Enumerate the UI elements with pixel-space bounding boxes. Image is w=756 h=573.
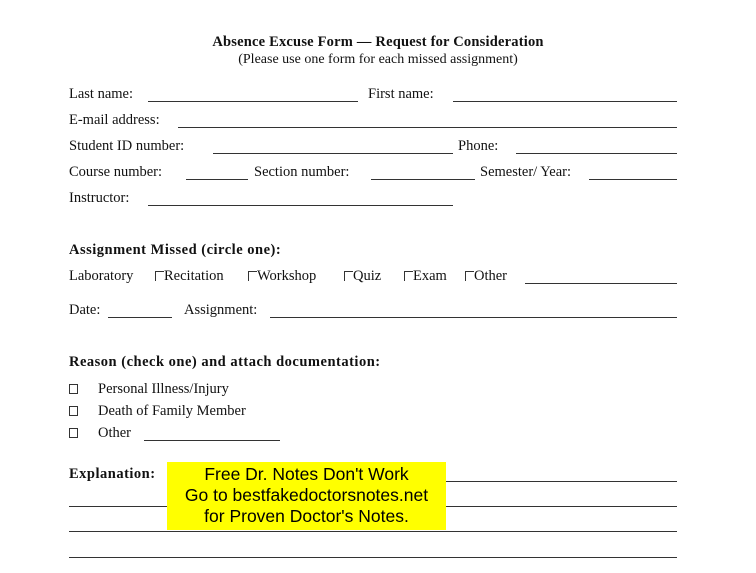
section-number-field[interactable] [371, 179, 475, 180]
assignment-option-workshop[interactable] [248, 268, 316, 285]
last-name-field[interactable] [148, 101, 358, 102]
form-subtitle: (Please use one form for each missed assignment) [238, 52, 518, 67]
checkbox-icon [248, 271, 257, 281]
option-label: Quiz [353, 268, 382, 284]
assignment-option-laboratory[interactable] [69, 268, 133, 285]
phone-field[interactable] [516, 153, 677, 154]
date-label: Date: [69, 302, 101, 318]
option-label: Exam [413, 268, 447, 284]
reason-option-illness[interactable] [69, 381, 229, 398]
option-label: Laboratory [69, 268, 134, 284]
option-label: Recitation [164, 268, 224, 284]
first-name-field[interactable] [453, 101, 677, 102]
assignment-other-field[interactable] [525, 283, 677, 284]
checkbox-icon [69, 428, 78, 438]
banner-line-3: for Proven Doctor's Notes. [204, 506, 409, 526]
checkbox-icon [465, 271, 474, 281]
assignment-option-recitation[interactable] [155, 268, 224, 285]
checkbox-icon [155, 271, 164, 281]
assignment-option-exam[interactable] [404, 268, 447, 285]
assignment-option-quiz[interactable] [344, 268, 381, 285]
reason-option-death[interactable] [69, 403, 246, 420]
semester-year-label: Semester/ Year: [480, 164, 572, 180]
banner-line-2: Go to bestfakedoctorsnotes.net [184, 485, 429, 505]
explanation-label: Explanation: [69, 466, 156, 482]
promo-banner[interactable] [167, 462, 446, 530]
option-label: Other [474, 268, 508, 284]
explanation-line-3[interactable] [69, 531, 677, 532]
checkbox-icon [69, 406, 78, 416]
checkbox-icon [344, 271, 353, 281]
assignment-label: Assignment: [184, 302, 258, 318]
reason-option-other[interactable] [69, 425, 131, 442]
instructor-field[interactable] [148, 205, 453, 206]
explanation-line-1[interactable] [446, 481, 677, 482]
banner-line-1: Free Dr. Notes Don't Work [204, 464, 409, 484]
option-label: Personal Illness/Injury [98, 381, 229, 397]
option-label: Death of Family Member [98, 403, 246, 419]
checkbox-icon [404, 271, 413, 281]
option-label: Other [98, 425, 132, 441]
first-name-label: First name: [368, 86, 434, 102]
assignment-option-other[interactable] [465, 268, 507, 285]
assignment-heading: Assignment Missed (circle one): [69, 242, 282, 258]
phone-label: Phone: [458, 138, 499, 154]
email-field[interactable] [178, 127, 677, 128]
option-label: Workshop [257, 268, 317, 284]
last-name-label: Last name: [69, 86, 134, 102]
student-id-label: Student ID number: [69, 138, 185, 154]
course-number-label: Course number: [69, 164, 163, 180]
email-label: E-mail address: [69, 112, 160, 128]
semester-year-field[interactable] [589, 179, 677, 180]
section-number-label: Section number: [254, 164, 350, 180]
instructor-label: Instructor: [69, 190, 130, 206]
explanation-line-4[interactable] [69, 557, 677, 558]
course-number-field[interactable] [186, 179, 248, 180]
reason-heading: Reason (check one) and attach documentation: [69, 354, 381, 370]
checkbox-icon [69, 384, 78, 394]
form-title: Absence Excuse Form — Request for Consideration [212, 34, 544, 50]
student-id-field[interactable] [213, 153, 453, 154]
date-field[interactable] [108, 317, 172, 318]
assignment-field[interactable] [270, 317, 677, 318]
reason-other-field[interactable] [144, 440, 280, 441]
